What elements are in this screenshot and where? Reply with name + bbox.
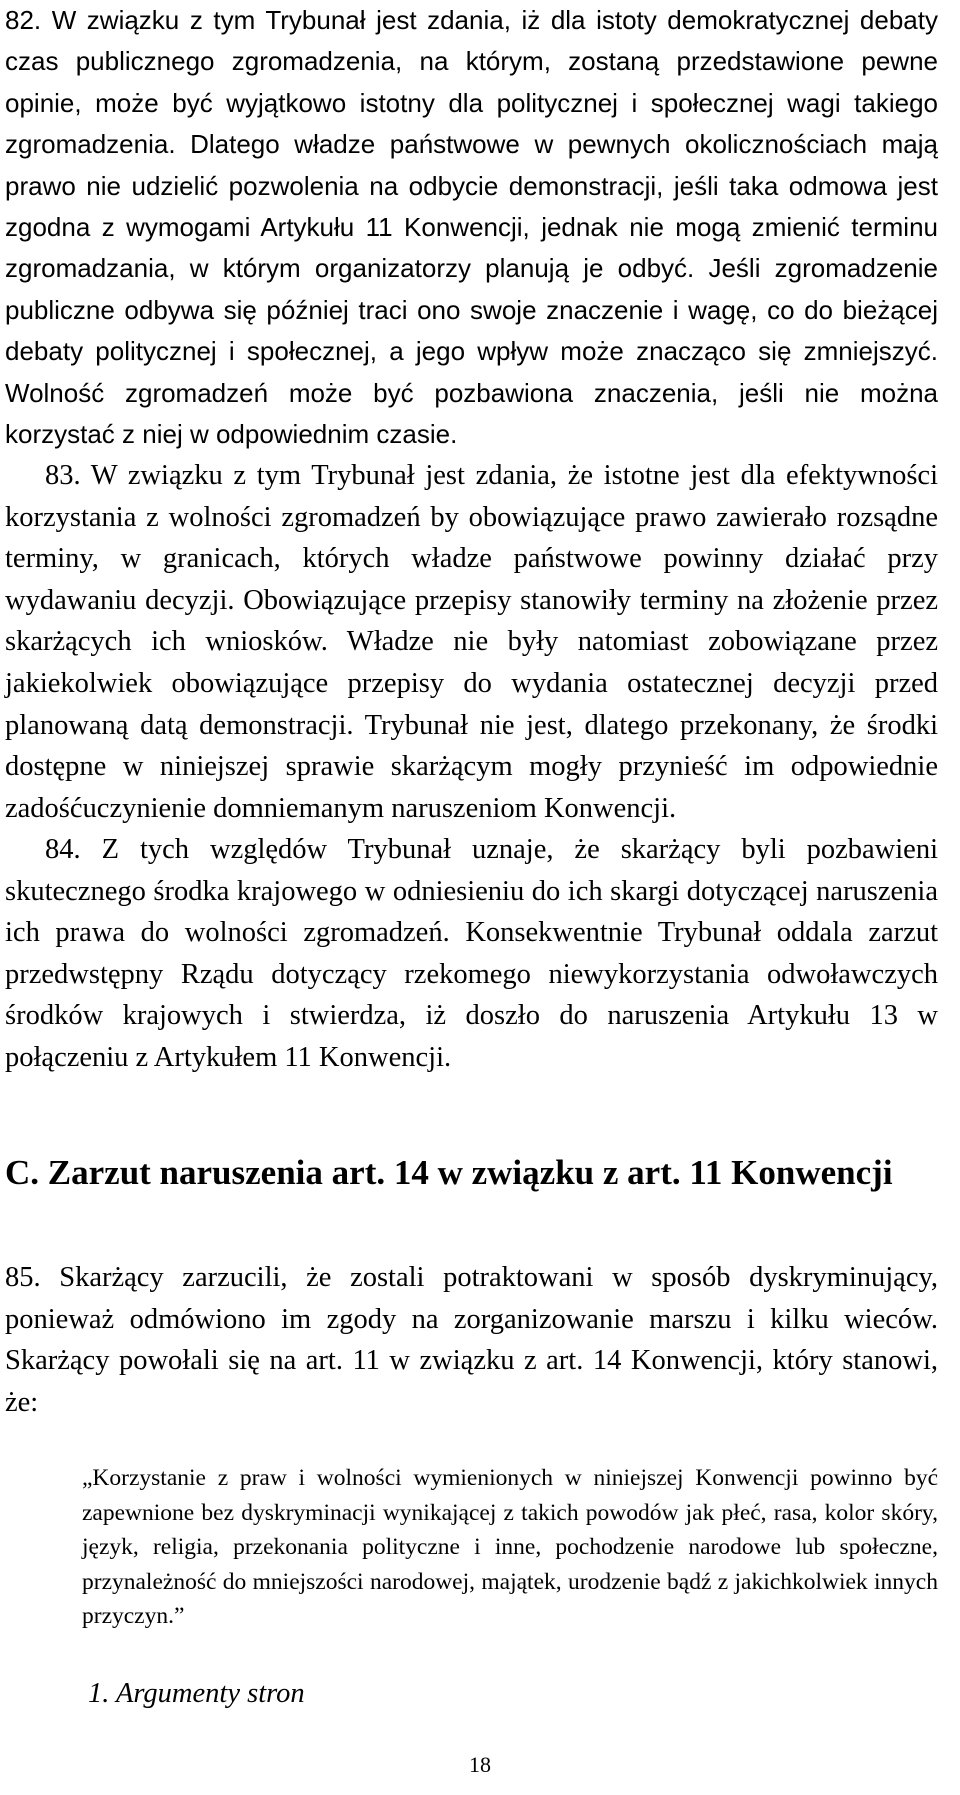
paragraph-85: 85. Skarżący zarzucili, że zostali potraktowani w sposób dyskryminujący, ponieważ odmówiono im zgody na zorganizowanie marszu i kilku wieców. Skarżący powołali się na art. 11 w związku z art. 14 Konwencji, który stanowi, że: bbox=[5, 1262, 938, 1418]
paragraph-84: 84. Z tych względów Trybunał uznaje, że skarżący byli pozbawieni skutecznego środka krajowego w odniesieniu do ich skargi dotyczącej naruszenia ich prawa do wolności zgromadzeń. Konsekwentnie Trybunał oddala zarzut przedwstępny Rządu dotyczący rzekomego niewykorzystania odwoławczych środków krajowych i stwierdza, iż doszło do naruszenia Artykułu 13 w połączeniu z Artykułem 11 Konwencji. bbox=[5, 834, 938, 1073]
paragraph-83: 83. W związku z tym Trybunał jest zdania, że istotne jest dla efektywności korzystania z wolności zgromadzeń by obowiązujące prawo zawierało rozsądne terminy, w granicach, których władze państwowe powinny działać przy wydawaniu decyzji. Obowiązujące przepisy stanowiły terminy na złożenie przez skarżących ich wniosków. Władze nie były natomiast zobowiązane przez jakiekolwiek obowiązujące przepisy do wydania ostatecznej decyzji przed planowaną datą demonstracji. Trybunał nie jest, dlatego przekonany, że środki dostępne w niniejszej sprawie skarżącym mogły przynieść im odpowiednie zadośćuczynienie domniemanym naruszeniom Konwencji. bbox=[5, 460, 938, 824]
section-heading: C. Zarzut naruszenia art. 14 w związku z art. 11 Konwencji bbox=[5, 1153, 893, 1192]
subsection-heading: 1. Argumenty stron bbox=[88, 1678, 305, 1709]
page-number: 18 bbox=[469, 1752, 491, 1777]
quoted-article-14: „Korzystanie z praw i wolności wymienionych w niniejszej Konwencji powinno być zapewnione bez dyskryminacji wynikającej z takich powodów jak płeć, rasa, kolor skóry, język, religia, przekonania polityczne i inne, pochodzenie narodowe lub społeczne, przynależność do mniejszości narodowej, majątek, urodzenie bądź z jakichkolwiek innych przyczyn.” bbox=[82, 1465, 938, 1629]
paragraph-82: 82. W związku z tym Trybunał jest zdania, iż dla istoty demokratycznej debaty czas publicznego zgromadzenia, na którym, zostaną przedstawione pewne opinie, może być wyjątkowo istotny dla politycznej i społecznej wagi takiego zgromadzenia. Dlatego władze państwowe w pewnych okolicznościach mają prawo nie udzielić pozwolenia na odbycie demonstracji, jeśli taka odmowa jest zgodna z wymogami Artykułu 11 Konwencji, jednak nie mogą zmienić terminu zgromadzania, w którym organizatorzy planują je odbyć. Jeśli zgromadzenie publiczne odbywa się później traci ono swoje znaczenie i wagę, co do bieżącej debaty politycznej i społecznej, a jego wpływ może znacząco się zmniejszyć. Wolność zgromadzeń może być pozbawiona znaczenia, jeśli nie można korzystać z niej w odpowiednim czasie. bbox=[5, 5, 938, 450]
